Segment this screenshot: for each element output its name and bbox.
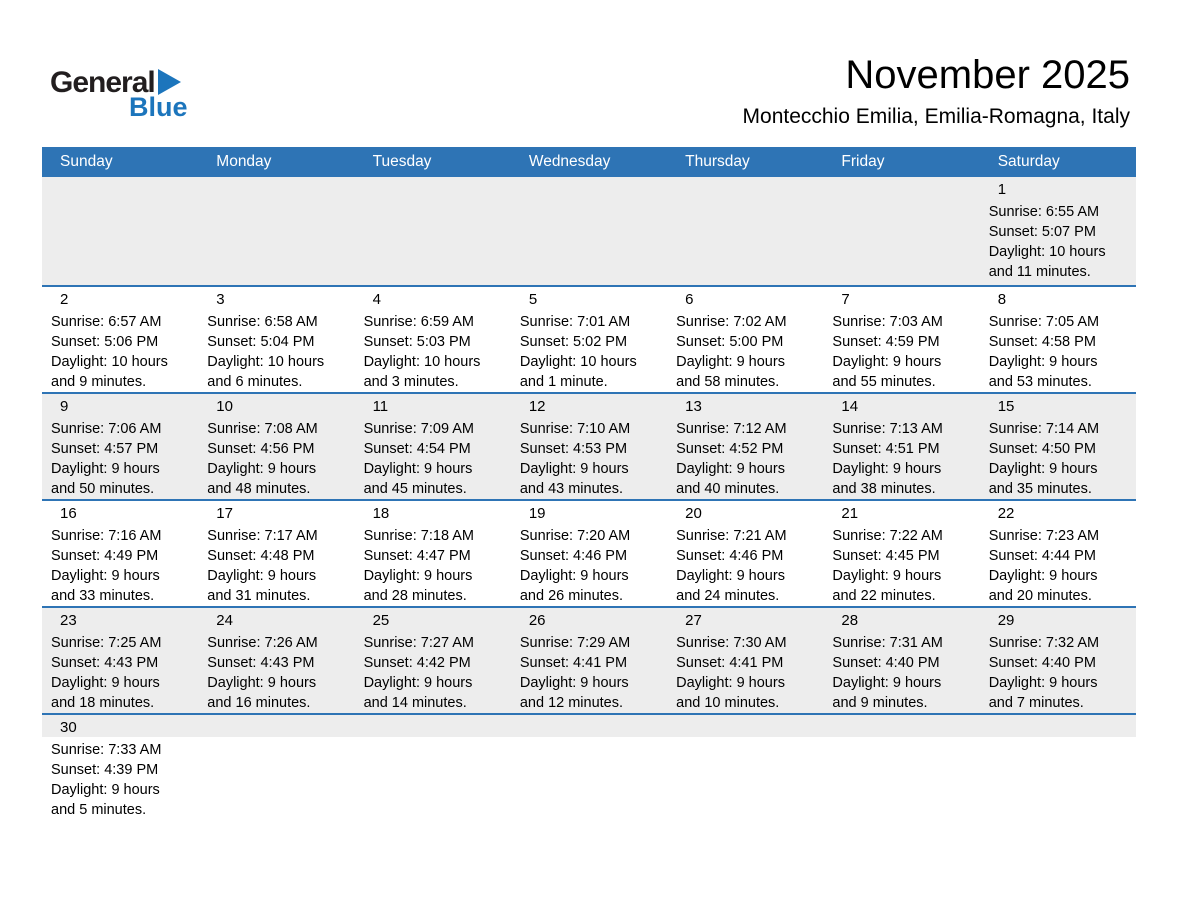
daylight-hours-text: Daylight: 9 hours	[988, 354, 1098, 370]
daylight-hours-text: Daylight: 9 hours	[51, 782, 160, 798]
day-number: 26	[528, 612, 546, 629]
day-cell-empty	[823, 715, 979, 825]
day-cell-9	[42, 394, 198, 499]
week-row-3	[42, 392, 1136, 499]
day-cell-empty	[667, 177, 823, 285]
day-cell-empty	[42, 177, 198, 285]
day-cell-7	[823, 287, 979, 392]
daylight-hours-text: Daylight: 10 hours	[51, 354, 168, 370]
sunrise-text: Sunrise: 7:03 AM	[832, 314, 943, 330]
day-cell-empty	[511, 715, 667, 825]
day-number: 8	[997, 291, 1007, 308]
daylight-minutes-text: and 20 minutes.	[988, 588, 1092, 604]
sunset-text: Sunset: 4:45 PM	[832, 548, 940, 564]
day-cell-30	[42, 715, 198, 825]
sunrise-text: Sunrise: 7:33 AM	[51, 742, 162, 758]
day-number: 24	[216, 612, 233, 629]
daylight-minutes-text: and 55 minutes.	[832, 374, 936, 390]
sunset-text: Sunset: 4:51 PM	[832, 441, 940, 457]
sunrise-text: Sunrise: 7:22 AM	[832, 528, 943, 544]
day-header-thursday: Thursday	[685, 153, 750, 170]
page-title: November 2025	[845, 53, 1130, 97]
day-header-monday: Monday	[216, 153, 272, 170]
sunrise-text: Sunrise: 7:29 AM	[519, 635, 631, 651]
daylight-minutes-text: and 58 minutes.	[676, 374, 780, 390]
sunrise-text: Sunrise: 7:18 AM	[363, 528, 474, 544]
daylight-hours-text: Daylight: 9 hours	[676, 354, 785, 370]
daylight-minutes-text: and 28 minutes.	[363, 588, 467, 604]
sunset-text: Sunset: 4:40 PM	[988, 655, 1096, 671]
daylight-hours-text: Daylight: 9 hours	[519, 675, 629, 691]
day-number: 25	[372, 612, 390, 629]
sunrise-text: Sunrise: 7:23 AM	[988, 528, 1100, 544]
daylight-minutes-text: and 24 minutes.	[676, 588, 780, 604]
daylight-minutes-text: and 5 minutes.	[51, 802, 147, 818]
day-number: 9	[60, 398, 69, 415]
sunset-text: Sunset: 4:53 PM	[519, 441, 628, 457]
week-row-1	[42, 177, 1136, 285]
daylight-minutes-text: and 7 minutes.	[988, 695, 1084, 711]
day-number: 14	[841, 398, 859, 415]
daylight-minutes-text: and 26 minutes.	[519, 588, 624, 604]
day-cell-24	[198, 608, 354, 713]
day-number: 30	[60, 719, 77, 736]
daylight-minutes-text: and 33 minutes.	[51, 588, 155, 604]
daylight-hours-text: Daylight: 9 hours	[988, 461, 1098, 477]
day-number: 17	[216, 505, 233, 522]
daylight-minutes-text: and 16 minutes.	[207, 695, 311, 711]
daylight-hours-text: Daylight: 10 hours	[207, 354, 325, 370]
day-number: 7	[841, 291, 850, 308]
daylight-hours-text: Daylight: 9 hours	[676, 675, 785, 691]
daylight-hours-text: Daylight: 9 hours	[207, 675, 317, 691]
sunset-text: Sunset: 4:44 PM	[988, 548, 1096, 564]
day-cell-empty	[511, 177, 667, 285]
day-cell-empty	[980, 715, 1136, 825]
sunrise-text: Sunrise: 7:16 AM	[51, 528, 162, 544]
sunrise-text: Sunrise: 7:17 AM	[207, 528, 318, 544]
sunset-text: Sunset: 4:52 PM	[676, 441, 784, 457]
daylight-minutes-text: and 22 minutes.	[832, 588, 936, 604]
daylight-minutes-text: and 1 minute.	[519, 374, 608, 390]
sunset-text: Sunset: 4:54 PM	[363, 441, 471, 457]
daylight-hours-text: Daylight: 10 hours	[519, 354, 637, 370]
sunset-text: Sunset: 4:58 PM	[988, 334, 1096, 350]
day-cell-empty	[355, 715, 511, 825]
day-number: 15	[997, 398, 1015, 415]
daylight-hours-text: Daylight: 9 hours	[51, 568, 160, 584]
day-number: 21	[841, 505, 859, 522]
sunset-text: Sunset: 4:47 PM	[363, 548, 471, 564]
daylight-minutes-text: and 45 minutes.	[363, 481, 467, 497]
sunset-text: Sunset: 4:59 PM	[832, 334, 940, 350]
daylight-hours-text: Daylight: 9 hours	[988, 568, 1098, 584]
day-number: 29	[997, 612, 1015, 629]
day-cell-8	[980, 287, 1136, 392]
sunrise-text: Sunrise: 7:01 AM	[519, 314, 631, 330]
logo-text-general: General	[50, 66, 155, 99]
day-cell-20	[667, 501, 823, 606]
daylight-minutes-text: and 10 minutes.	[676, 695, 780, 711]
sunrise-text: Sunrise: 7:25 AM	[51, 635, 162, 651]
daylight-minutes-text: and 50 minutes.	[51, 481, 155, 497]
day-cell-18	[355, 501, 511, 606]
daylight-hours-text: Daylight: 9 hours	[207, 461, 317, 477]
sunrise-text: Sunrise: 7:14 AM	[988, 421, 1100, 437]
sunrise-text: Sunrise: 7:10 AM	[519, 421, 631, 437]
daylight-hours-text: Daylight: 9 hours	[363, 568, 473, 584]
daylight-minutes-text: and 18 minutes.	[51, 695, 155, 711]
daylight-minutes-text: and 6 minutes.	[207, 374, 303, 390]
daylight-hours-text: Daylight: 9 hours	[51, 461, 160, 477]
daylight-minutes-text: and 43 minutes.	[519, 481, 624, 497]
sunset-text: Sunset: 5:00 PM	[676, 334, 784, 350]
day-number: 20	[685, 505, 702, 522]
sunset-text: Sunset: 4:49 PM	[51, 548, 159, 564]
daylight-hours-text: Daylight: 10 hours	[363, 354, 481, 370]
daylight-hours-text: Daylight: 9 hours	[988, 675, 1098, 691]
sunset-text: Sunset: 4:48 PM	[207, 548, 315, 564]
day-cell-empty	[198, 715, 354, 825]
sunrise-text: Sunrise: 6:58 AM	[207, 314, 318, 330]
sunset-text: Sunset: 4:41 PM	[519, 655, 628, 671]
daylight-hours-text: Daylight: 9 hours	[832, 461, 942, 477]
page-header	[0, 0, 1188, 129]
day-cell-22	[980, 501, 1136, 606]
day-number: 12	[528, 398, 546, 415]
day-of-week-header-row	[42, 147, 1136, 177]
daylight-minutes-text: and 3 minutes.	[363, 374, 459, 390]
sunrise-text: Sunrise: 7:06 AM	[51, 421, 162, 437]
calendar-table	[42, 147, 1136, 825]
calendar-weeks	[42, 177, 1136, 825]
daylight-minutes-text: and 14 minutes.	[363, 695, 467, 711]
daylight-minutes-text: and 35 minutes.	[988, 481, 1092, 497]
day-header-tuesday: Tuesday	[372, 153, 432, 170]
day-cell-5	[511, 287, 667, 392]
day-cell-14	[823, 394, 979, 499]
day-cell-26	[511, 608, 667, 713]
daylight-minutes-text: and 40 minutes.	[676, 481, 780, 497]
day-cell-empty	[355, 177, 511, 285]
day-number: 22	[997, 505, 1015, 522]
sunrise-text: Sunrise: 7:12 AM	[676, 421, 787, 437]
sunset-text: Sunset: 4:56 PM	[207, 441, 315, 457]
day-header-wednesday: Wednesday	[528, 153, 611, 170]
day-cell-23	[42, 608, 198, 713]
sunset-text: Sunset: 4:46 PM	[676, 548, 784, 564]
sunset-text: Sunset: 4:57 PM	[51, 441, 159, 457]
daylight-hours-text: Daylight: 10 hours	[988, 244, 1106, 260]
day-cell-27	[667, 608, 823, 713]
day-number: 18	[372, 505, 390, 522]
day-header-friday: Friday	[841, 153, 885, 170]
sunset-text: Sunset: 4:40 PM	[832, 655, 940, 671]
day-cell-17	[198, 501, 354, 606]
sunrise-text: Sunrise: 7:13 AM	[832, 421, 943, 437]
sunset-text: Sunset: 5:02 PM	[519, 334, 628, 350]
day-number: 13	[685, 398, 702, 415]
page-subtitle: Montecchio Emilia, Emilia-Romagna, Italy	[742, 105, 1130, 128]
sunset-text: Sunset: 4:41 PM	[676, 655, 784, 671]
daylight-hours-text: Daylight: 9 hours	[207, 568, 317, 584]
day-number: 2	[60, 291, 69, 308]
sunrise-text: Sunrise: 7:21 AM	[676, 528, 787, 544]
day-number: 6	[685, 291, 694, 308]
daylight-hours-text: Daylight: 9 hours	[363, 675, 473, 691]
day-cell-4	[355, 287, 511, 392]
sunrise-text: Sunrise: 7:30 AM	[676, 635, 787, 651]
day-cell-11	[355, 394, 511, 499]
logo	[50, 68, 188, 121]
day-number: 10	[216, 398, 233, 415]
day-cell-empty	[198, 177, 354, 285]
day-number: 4	[372, 291, 381, 308]
daylight-hours-text: Daylight: 9 hours	[676, 461, 785, 477]
day-cell-19	[511, 501, 667, 606]
sunset-text: Sunset: 5:06 PM	[51, 334, 159, 350]
day-cell-3	[198, 287, 354, 392]
title-block	[743, 52, 1130, 129]
sunset-text: Sunset: 4:46 PM	[519, 548, 628, 564]
daylight-minutes-text: and 48 minutes.	[207, 481, 311, 497]
day-cell-29	[980, 608, 1136, 713]
day-number: 5	[528, 291, 538, 308]
sunset-text: Sunset: 4:43 PM	[207, 655, 315, 671]
sunset-text: Sunset: 4:50 PM	[988, 441, 1096, 457]
day-number: 23	[60, 612, 77, 629]
day-cell-25	[355, 608, 511, 713]
sunrise-text: Sunrise: 6:59 AM	[363, 314, 474, 330]
daylight-hours-text: Daylight: 9 hours	[832, 675, 942, 691]
daylight-minutes-text: and 12 minutes.	[519, 695, 624, 711]
daylight-hours-text: Daylight: 9 hours	[363, 461, 473, 477]
day-cell-2	[42, 287, 198, 392]
day-cell-empty	[667, 715, 823, 825]
sunset-text: Sunset: 4:39 PM	[51, 762, 159, 778]
sunrise-text: Sunrise: 7:20 AM	[519, 528, 631, 544]
sunrise-text: Sunrise: 7:26 AM	[207, 635, 318, 651]
sunrise-text: Sunrise: 7:02 AM	[676, 314, 787, 330]
sunrise-text: Sunrise: 6:55 AM	[988, 204, 1100, 220]
day-number: 1	[997, 181, 1007, 198]
daylight-minutes-text: and 53 minutes.	[988, 374, 1092, 390]
day-cell-16	[42, 501, 198, 606]
daylight-hours-text: Daylight: 9 hours	[519, 461, 629, 477]
sunrise-text: Sunrise: 7:08 AM	[207, 421, 318, 437]
day-number: 11	[372, 398, 389, 415]
daylight-minutes-text: and 11 minutes.	[988, 264, 1091, 280]
logo-text-blue: Blue	[129, 92, 188, 122]
daylight-minutes-text: and 31 minutes.	[207, 588, 311, 604]
daylight-hours-text: Daylight: 9 hours	[51, 675, 160, 691]
sunset-text: Sunset: 5:07 PM	[988, 224, 1096, 240]
sunset-text: Sunset: 5:03 PM	[363, 334, 471, 350]
day-header-sunday: Sunday	[60, 153, 113, 170]
daylight-hours-text: Daylight: 9 hours	[676, 568, 785, 584]
sunset-text: Sunset: 5:04 PM	[207, 334, 315, 350]
day-cell-6	[667, 287, 823, 392]
day-cell-15	[980, 394, 1136, 499]
sunrise-text: Sunrise: 6:57 AM	[51, 314, 162, 330]
day-cell-empty	[823, 177, 979, 285]
sunrise-text: Sunrise: 7:05 AM	[988, 314, 1100, 330]
week-row-6	[42, 713, 1136, 825]
day-cell-1	[980, 177, 1136, 285]
week-row-2	[42, 285, 1136, 392]
day-cell-13	[667, 394, 823, 499]
day-number: 3	[216, 291, 225, 308]
daylight-hours-text: Daylight: 9 hours	[832, 354, 942, 370]
day-cell-28	[823, 608, 979, 713]
week-row-5	[42, 606, 1136, 713]
day-cell-12	[511, 394, 667, 499]
day-cell-21	[823, 501, 979, 606]
week-row-4	[42, 499, 1136, 606]
day-number: 28	[841, 612, 859, 629]
day-cell-10	[198, 394, 354, 499]
day-number: 16	[60, 505, 77, 522]
daylight-hours-text: Daylight: 9 hours	[519, 568, 629, 584]
sunset-text: Sunset: 4:43 PM	[51, 655, 159, 671]
daylight-minutes-text: and 9 minutes.	[832, 695, 928, 711]
day-number: 19	[528, 505, 546, 522]
sunrise-text: Sunrise: 7:31 AM	[832, 635, 943, 651]
day-number: 27	[685, 612, 702, 629]
sunrise-text: Sunrise: 7:27 AM	[363, 635, 474, 651]
sunrise-text: Sunrise: 7:32 AM	[988, 635, 1100, 651]
sunset-text: Sunset: 4:42 PM	[363, 655, 471, 671]
daylight-hours-text: Daylight: 9 hours	[832, 568, 942, 584]
daylight-minutes-text: and 9 minutes.	[51, 374, 147, 390]
daylight-minutes-text: and 38 minutes.	[832, 481, 936, 497]
sunrise-text: Sunrise: 7:09 AM	[363, 421, 474, 437]
day-header-saturday: Saturday	[997, 153, 1060, 170]
